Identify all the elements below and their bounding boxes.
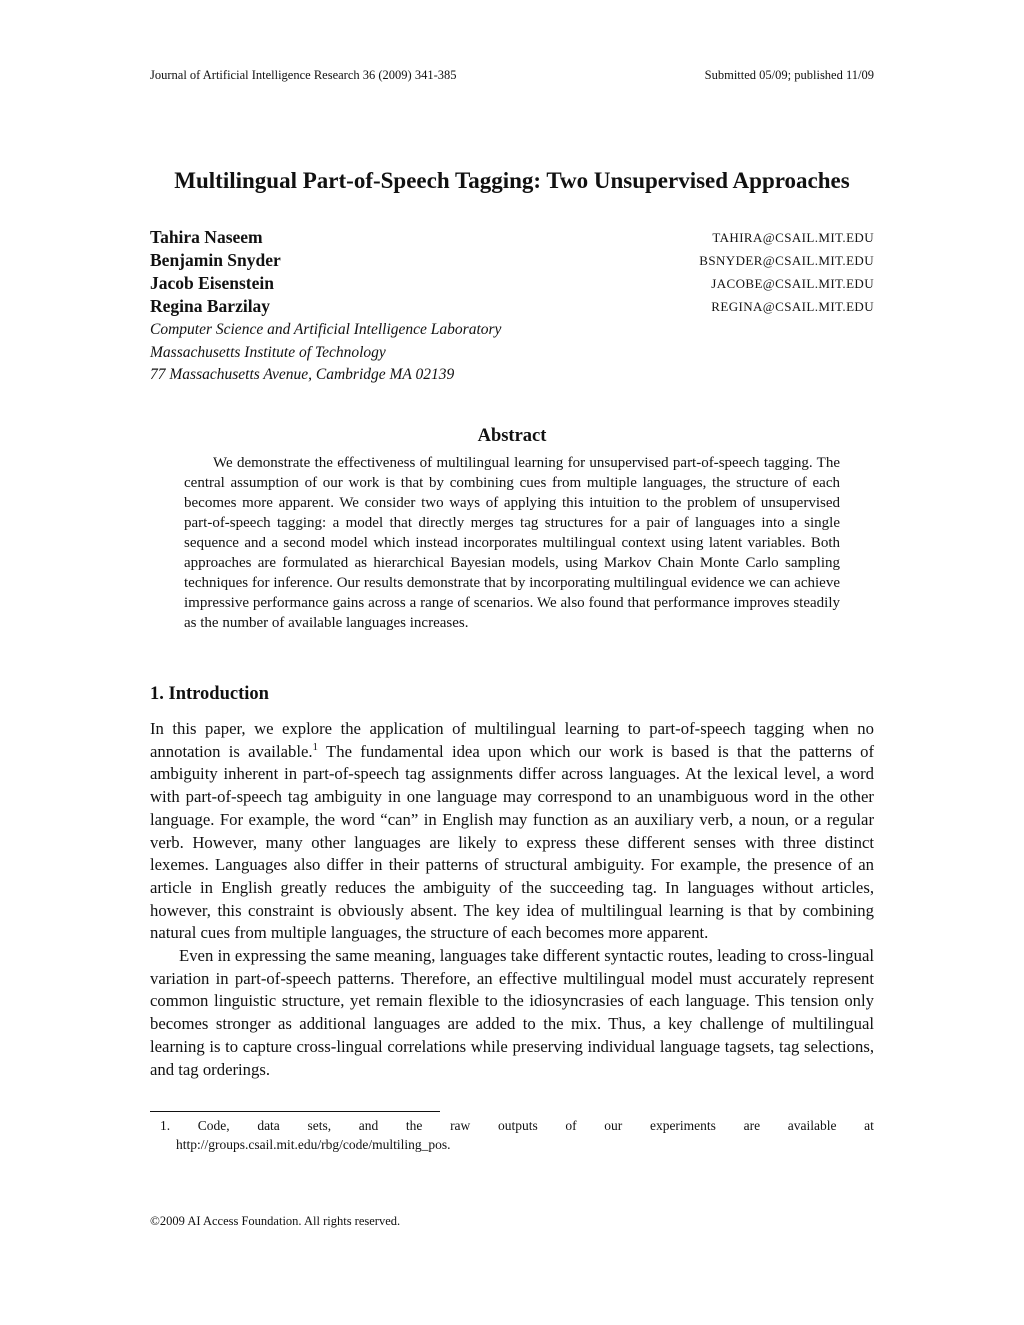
section-heading-introduction: 1. Introduction xyxy=(150,684,269,704)
author-row xyxy=(150,226,874,249)
intro-paragraph-2: Even in expressing the same meaning, languages take different syntactic routes, leading to cross-lingual variation in part-of-speech patterns. Therefore, an effective multilingual model must accurately represent common linguistic structure, yet remain flexible to the idiosyncrasies of each language. This tension only becomes stronger as additional languages are added to the mix. Thus, a key challenge of multilingual learning is to capture cross-lingual correlations while preserving individual language tagsets, tag selections, and tag orderings. xyxy=(150,946,874,1079)
author-row xyxy=(150,272,874,295)
footnote-word: data xyxy=(257,1118,280,1133)
intro-paragraph-1 xyxy=(150,718,874,945)
abstract-text: We demonstrate the effectiveness of multilingual learning for unsupervised part-of-speech tagging. The central assumption of our work is that by combining cues from multiple languages, the structure of each becomes more apparent. We consider two ways of applying this intuition to the problem of unsupervised part-of-speech tagging: a model that directly merges tag structures for a pair of languages into a single sequence and a second model which instead incorporates multilingual context using latent variables. Both approaches are formulated as hierarchical Bayesian models, using Markov Chain Monte Carlo sampling techniques for inference. Our results demonstrate that by incorporating multilingual evidence we can achieve impressive performance gains across a range of scenarios. We also found that performance improves steadily as the number of available languages increases. xyxy=(184,455,840,631)
footnote-word: outputs xyxy=(497,1118,538,1133)
footnote-1 xyxy=(160,1116,874,1154)
author-email: REGINA@CSAIL.MIT.EDU xyxy=(711,299,874,314)
author-block xyxy=(150,226,874,387)
copyright-notice xyxy=(150,1213,400,1229)
affiliation-institute: Massachusetts Institute of Technology xyxy=(150,343,386,361)
author-email: JACOBE@CSAIL.MIT.EDU xyxy=(711,276,874,291)
intro-p1-start: In this paper, we explore the application of multilingual learning to part-of-speech tagging when no annotation is available. xyxy=(150,719,874,761)
abstract-heading: Abstract xyxy=(477,426,547,446)
footnote-word: available xyxy=(787,1118,837,1133)
footnote-word: Code, xyxy=(197,1118,230,1133)
author-name: Tahira Naseem xyxy=(150,227,263,247)
copyright-symbol: © xyxy=(150,1213,160,1228)
journal-citation: Journal of Artificial Intelligence Research 36 (2009) 341-385 xyxy=(150,68,457,82)
footnote-word: experiments xyxy=(649,1118,716,1133)
author-row xyxy=(150,295,874,318)
author-email: TAHIRA@CSAIL.MIT.EDU xyxy=(712,230,874,245)
author-name: Jacob Eisenstein xyxy=(150,273,274,293)
author-row xyxy=(150,249,874,272)
affiliation-lab: Computer Science and Artificial Intelligence Laboratory xyxy=(150,321,502,338)
footnote-marker: 1 xyxy=(312,740,319,753)
author-email: BSNYDER@CSAIL.MIT.EDU xyxy=(699,253,874,268)
footnote-divider xyxy=(150,1111,440,1112)
intro-p1-rest: The fundamental idea upon which our work is based is that the patterns of ambiguity inherent in part-of-speech tag assignments differ across languages. At the lexical level, a word with part-of-speech tag ambiguity in one language may correspond to an unambiguous word in the other language. For example, the word “can” in English may function as an auxiliary verb, a noun, or a regular verb. However, many other languages are likely to express these different senses with three distinct lexemes. Languages also differ in their patterns of structural ambiguity. For example, the presence of an article in English greatly reduces the ambiguity of the succeeding tag. In languages without articles, however, this constraint is obviously absent. The key idea of multilingual learning is that by combining natural cues from multiple languages, the structure of each becomes more apparent. xyxy=(150,741,874,943)
affiliation-address: 77 Massachusetts Avenue, Cambridge MA 02139 xyxy=(150,366,455,383)
author-name: Benjamin Snyder xyxy=(150,250,281,270)
footnote-word: are xyxy=(743,1118,761,1133)
footnote-word: at xyxy=(864,1118,874,1133)
introduction-body xyxy=(150,718,874,1081)
footnote-url: http://groups.csail.mit.edu/rbg/code/multiling_pos. xyxy=(176,1137,451,1152)
copyright-text: 2009 AI Access Foundation. All rights reserved. xyxy=(159,1214,401,1228)
affiliation xyxy=(150,319,874,387)
footnote-word: and xyxy=(358,1118,379,1133)
footnote-word: raw xyxy=(450,1118,471,1133)
footnote-word: the xyxy=(405,1118,423,1133)
footnote-number: 1. xyxy=(160,1118,171,1133)
footnote-line xyxy=(160,1116,874,1135)
footnote-word: of xyxy=(565,1118,577,1133)
running-head xyxy=(150,67,874,83)
submission-dates: Submitted 05/09; published 11/09 xyxy=(704,68,874,82)
author-name: Regina Barzilay xyxy=(150,296,271,316)
footnote-word: our xyxy=(604,1118,623,1133)
paper-title: Multilingual Part-of-Speech Tagging: Two Unsupervised Approaches xyxy=(174,168,850,193)
footnote-word: sets, xyxy=(307,1118,332,1133)
